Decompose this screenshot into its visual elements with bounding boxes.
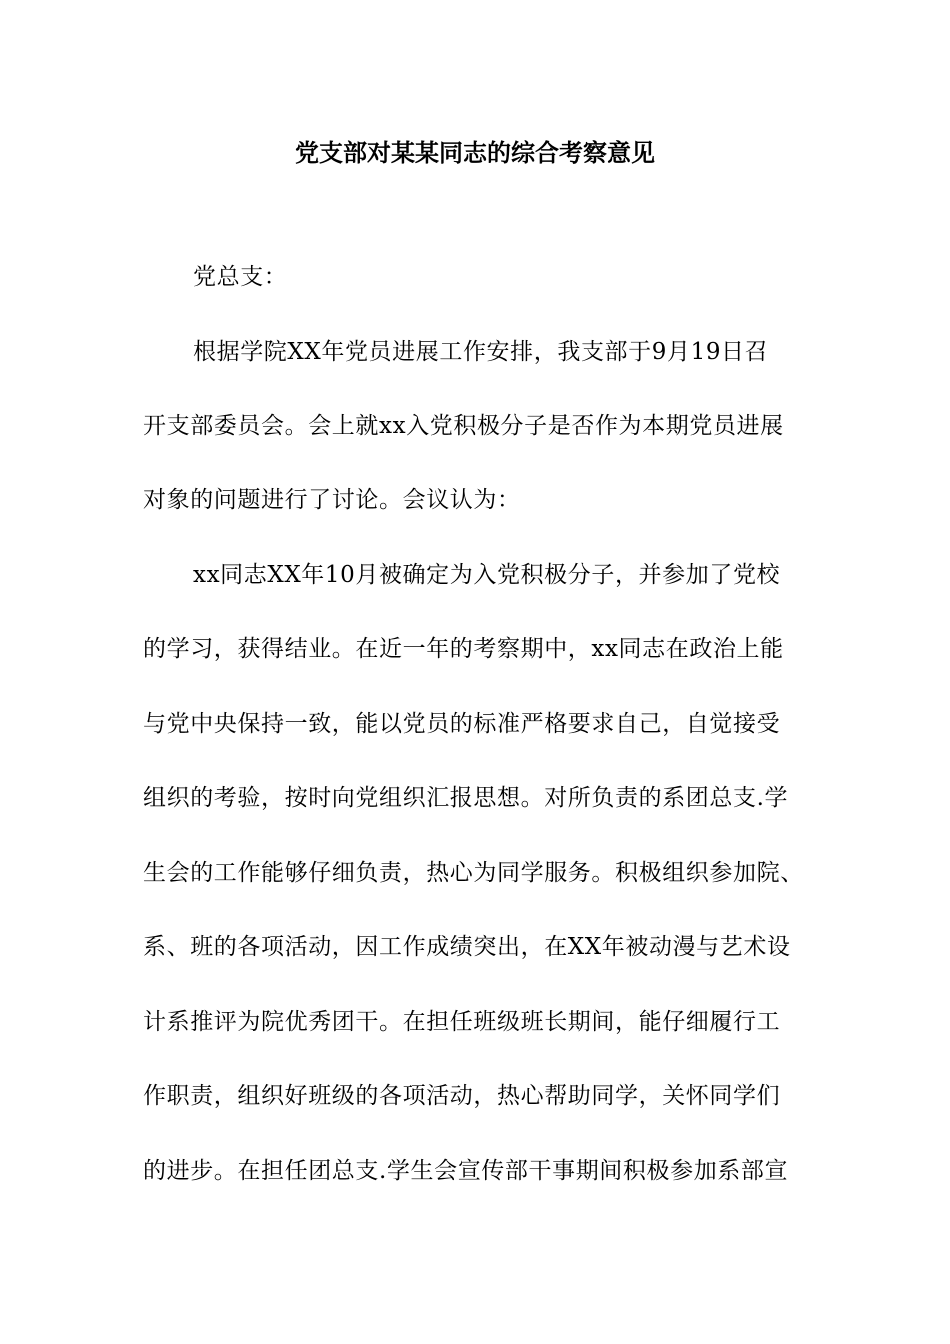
body-line: 开支部委员会。会上就xx入党积极分子是否作为本期党员进展 [143,413,784,439]
document-title: 党支部对某某同志的综合考察意见 [295,138,655,167]
body-line: xx同志XX年10月被确定为入党积极分子，并参加了党校 [193,562,781,588]
body-line: 对象的问题进行了讨论。会议认为： [143,487,521,513]
body-line: 作职责，组织好班级的各项活动，热心帮助同学，关怀同学们 [143,1083,781,1109]
body-line: 根据学院XX年党员进展工作安排，我支部于9月19日召 [193,339,769,365]
body-line: 组织的考验，按时向党组织汇报思想。对所负责的系团总支.学 [143,785,789,811]
body-line: 与党中央保持一致，能以党员的标准严格要求自己，自觉接受 [143,711,781,737]
body-line: 的进步。在担任团总支.学生会宣传部干事期间积极参加系部宣 [143,1158,789,1184]
salutation-line: 党总支： [193,264,288,290]
body-line: 计系推评为院优秀团干。在担任班级班长期间，能仔细履行工 [143,1009,781,1035]
body-line: 的学习，获得结业。在近一年的考察期中，xx同志在政治上能 [143,636,784,662]
body-line: 生会的工作能够仔细负责，热心为同学服务。积极组织参加院、 [143,860,804,886]
body-line: 系、班的各项活动，因工作成绩突出，在XX年被动漫与艺术设 [143,934,791,960]
